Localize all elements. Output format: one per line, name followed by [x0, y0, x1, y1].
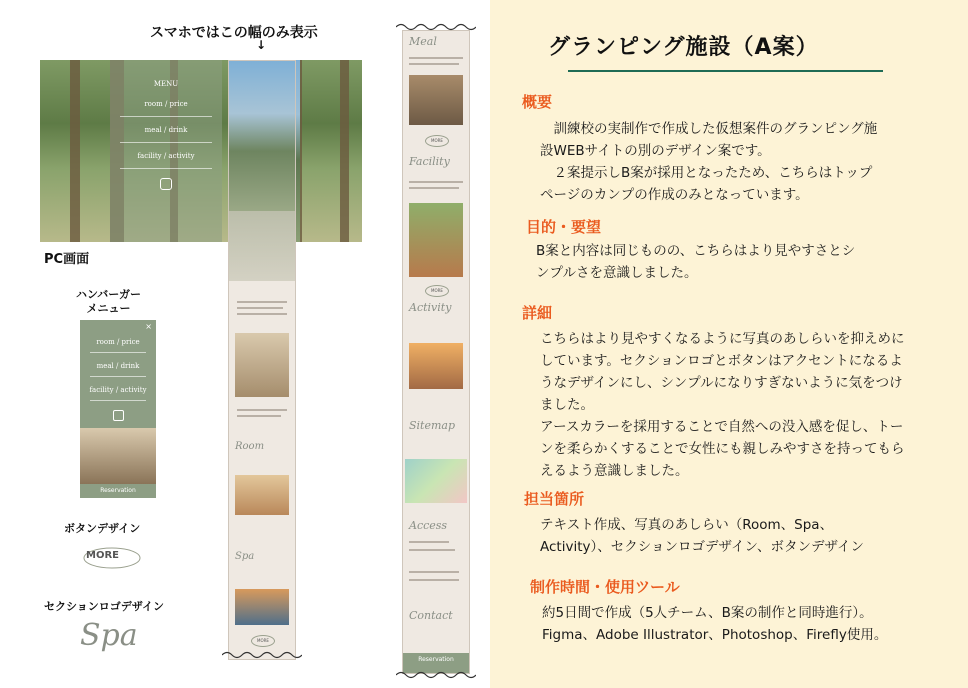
more-button-facility[interactable]: MORE — [425, 285, 449, 297]
heading-time-tools: 制作時間・使用ツール — [530, 578, 680, 596]
text-time-tools: 約5日間で作成（5人チーム、B案の制作と同時進行）。 Figma、Adobe Illustrator、Photoshop、Firefly使用。 — [542, 605, 888, 643]
wave-divider-sp — [222, 650, 302, 660]
heading-purpose: 目的・要望 — [526, 218, 602, 236]
hamburger-menu-mock — [80, 320, 156, 498]
instagram-icon-hamburger[interactable] — [113, 410, 124, 421]
text-responsibility: テキスト作成、写真のあしらい（Room、Spa、 Activity）、セクションロゴデザイン、ボタンデザイン — [540, 517, 864, 555]
more-button-text: MORE — [86, 550, 119, 561]
sp-width-note: スマホではこの幅のみ表示 — [150, 25, 318, 41]
more-button-meal[interactable]: MORE — [425, 135, 449, 147]
logo-contact: Contact — [409, 609, 453, 622]
menu-item-room[interactable]: room / price — [144, 100, 188, 108]
wave-divider-bottom — [396, 670, 476, 680]
pc-label: PC画面 — [44, 252, 90, 267]
hamburger-item-room[interactable]: room / price — [96, 338, 140, 346]
heading-responsibility: 担当箇所 — [524, 490, 585, 508]
hamburger-item-facility[interactable]: facility / activity — [89, 386, 147, 394]
hamburger-label: ハンバーガー メニュー — [76, 288, 142, 315]
heading-overview: 概要 — [522, 93, 553, 111]
logo-spa-small: Spa — [235, 551, 255, 562]
reservation-bar-sp[interactable]: Reservation — [403, 653, 469, 673]
pc-menu-overlay — [110, 60, 222, 242]
text-overview: 訓練校の実制作で作成した仮想案件のグランピング施 設WEBサイトの別のデザイン案です。 ２案提示しB案が採用となったため、こちらはトップ ページのカンプの作成のみとなっています。 — [540, 121, 878, 203]
more-button-sample[interactable] — [82, 546, 140, 568]
logo-facility: Facility — [409, 155, 450, 168]
instagram-icon[interactable] — [160, 178, 172, 190]
logo-room: Room — [235, 441, 265, 452]
logo-meal: Meal — [409, 35, 437, 48]
logo-access: Access — [409, 519, 448, 532]
page-title: グランピング施設（A案） — [548, 35, 819, 60]
pc-screen-mock — [40, 60, 362, 242]
arrow-icon: ↓ — [256, 38, 267, 52]
hamburger-item-meal[interactable]: meal / drink — [96, 362, 140, 370]
heading-details: 詳細 — [522, 304, 553, 322]
menu-item-meal[interactable]: meal / drink — [144, 126, 188, 134]
text-details: こちらはより見やすくなるように写真のあしらいを抑えめに しています。セクションロゴとボタンはアクセントになるよ うなデザインにし、シンプルになりすぎないように気をつけ ました。 アースカラーを採用することで自然への没入感を促し、トー ンを柔らかくすることで女性にも親しみやすさを持ってもら えるよう意識しました。 — [540, 331, 905, 479]
section-logo-spa: Spa — [80, 618, 138, 653]
close-icon[interactable]: × — [145, 322, 152, 331]
reservation-bar[interactable]: Reservation — [80, 484, 156, 498]
button-design-label: ボタンデザイン — [64, 522, 141, 535]
sp-mockup-top — [228, 60, 296, 660]
more-button-sp[interactable]: MORE — [251, 635, 275, 647]
text-purpose: B案と内容は同じものの、こちらはより見やすさとシ ンプルさを意識しました。 — [536, 243, 856, 281]
wave-divider-top — [396, 22, 476, 32]
section-logo-label: セクションロゴデザイン — [44, 600, 165, 613]
menu-item-facility[interactable]: facility / activity — [137, 152, 195, 160]
title-rule — [568, 70, 883, 72]
logo-sitemap: Sitemap — [409, 419, 456, 432]
menu-title: MENU — [153, 80, 179, 88]
sp-mockup-bottom — [402, 30, 470, 674]
logo-activity: Activity — [409, 301, 452, 314]
